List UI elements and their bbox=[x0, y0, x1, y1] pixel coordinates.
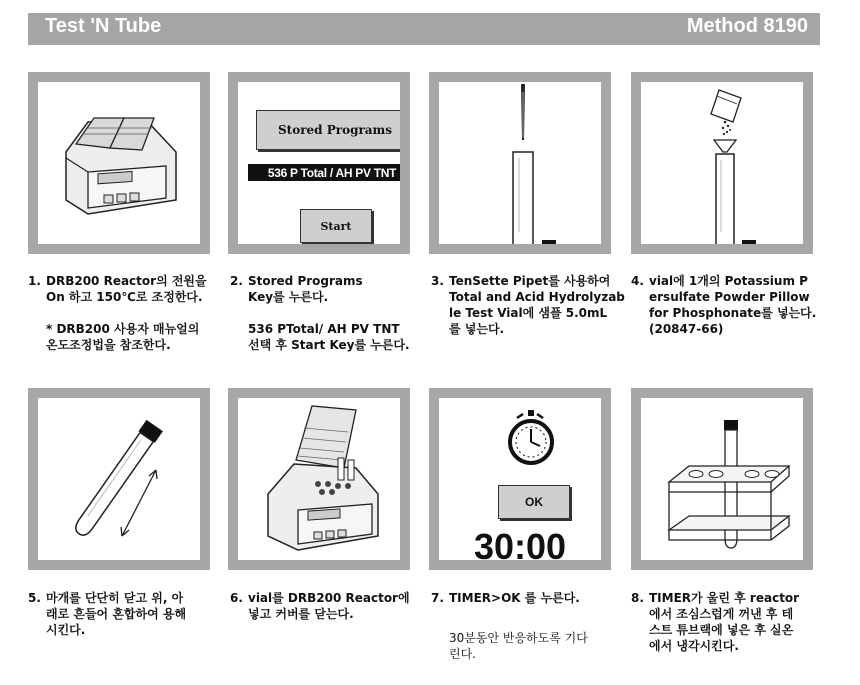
step-note: * DRB200 사용자 매뉴얼의 온도조정법을 참조한다. bbox=[46, 322, 200, 352]
panel-2-stored-programs bbox=[228, 72, 410, 254]
step-number: 3. bbox=[431, 274, 444, 288]
powder-pillow-illustration bbox=[641, 82, 803, 244]
timer-display: 30:00 bbox=[473, 526, 567, 560]
stored-programs-button[interactable]: Stored Programs bbox=[256, 110, 400, 150]
step-text: 마개를 단단히 닫고 위, 아 래로 흔들어 혼합하여 용해 시킨다. bbox=[46, 591, 187, 637]
header-title: Test 'N Tube bbox=[45, 15, 162, 37]
step-text: Stored Programs Key를 누른다. bbox=[248, 274, 363, 304]
step-text: vial를 DRB200 Reactor에 넣고 커버를 닫는다. bbox=[248, 591, 410, 621]
step-note: 30분동안 반응하도록 기다 린다. bbox=[449, 631, 588, 661]
step-number: 5. bbox=[28, 591, 41, 605]
step-number: 7. bbox=[431, 591, 444, 605]
panel-3-pipet bbox=[429, 72, 611, 254]
reactor-open-illustration bbox=[238, 398, 400, 560]
step-number: 2. bbox=[230, 274, 243, 288]
step-note: 536 PTotal/ AH PV TNT 선택 후 Start Key를 누른다. bbox=[248, 322, 410, 352]
step-text: TIMER가 울린 후 reactor 에서 조심스럽게 꺼낸 후 테 스트 튜브랙에 넣은 후 실온 에서 냉각시킨다. bbox=[649, 591, 800, 653]
shake-vial-illustration bbox=[38, 398, 200, 560]
ok-button[interactable]: OK bbox=[498, 485, 570, 519]
step-text: TIMER>OK 를 누른다. bbox=[449, 591, 580, 605]
program-selection-bar: 536 P Total / AH PV TNT bbox=[248, 164, 400, 181]
step-text: TenSette Pipet를 사용하여 Total and Acid Hydrolyzab le Test Vial에 샘플 5.0mL 를 넣는다. bbox=[449, 274, 625, 336]
step-number: 6. bbox=[230, 591, 243, 605]
tube-rack-illustration bbox=[641, 398, 803, 560]
header-bar bbox=[28, 13, 820, 45]
panel-1-reactor bbox=[28, 72, 210, 254]
step-text: DRB200 Reactor의 전원을 On 하고 150℃로 조정한다. bbox=[46, 274, 207, 304]
panel-4-powder-pillow bbox=[631, 72, 813, 254]
panel-8-tube-rack bbox=[631, 388, 813, 570]
small-square-marker bbox=[742, 240, 756, 244]
header-method: Method 8190 bbox=[686, 15, 808, 37]
pipet-vial-illustration bbox=[439, 82, 601, 244]
panel-7-timer bbox=[429, 388, 611, 570]
step-number: 4. bbox=[631, 274, 644, 288]
drb200-reactor-illustration bbox=[38, 82, 200, 244]
small-square-marker bbox=[542, 240, 556, 244]
start-button[interactable]: Start bbox=[300, 209, 372, 243]
step-text: vial에 1개의 Potassium P ersulfate Powder Pillow for Phosphonate를 넣는다. (20847-66) bbox=[649, 274, 817, 336]
panel-5-shake-vial bbox=[28, 388, 210, 570]
step-number: 8. bbox=[631, 591, 644, 605]
panel-6-reactor-open bbox=[228, 388, 410, 570]
step-number: 1. bbox=[28, 274, 41, 288]
